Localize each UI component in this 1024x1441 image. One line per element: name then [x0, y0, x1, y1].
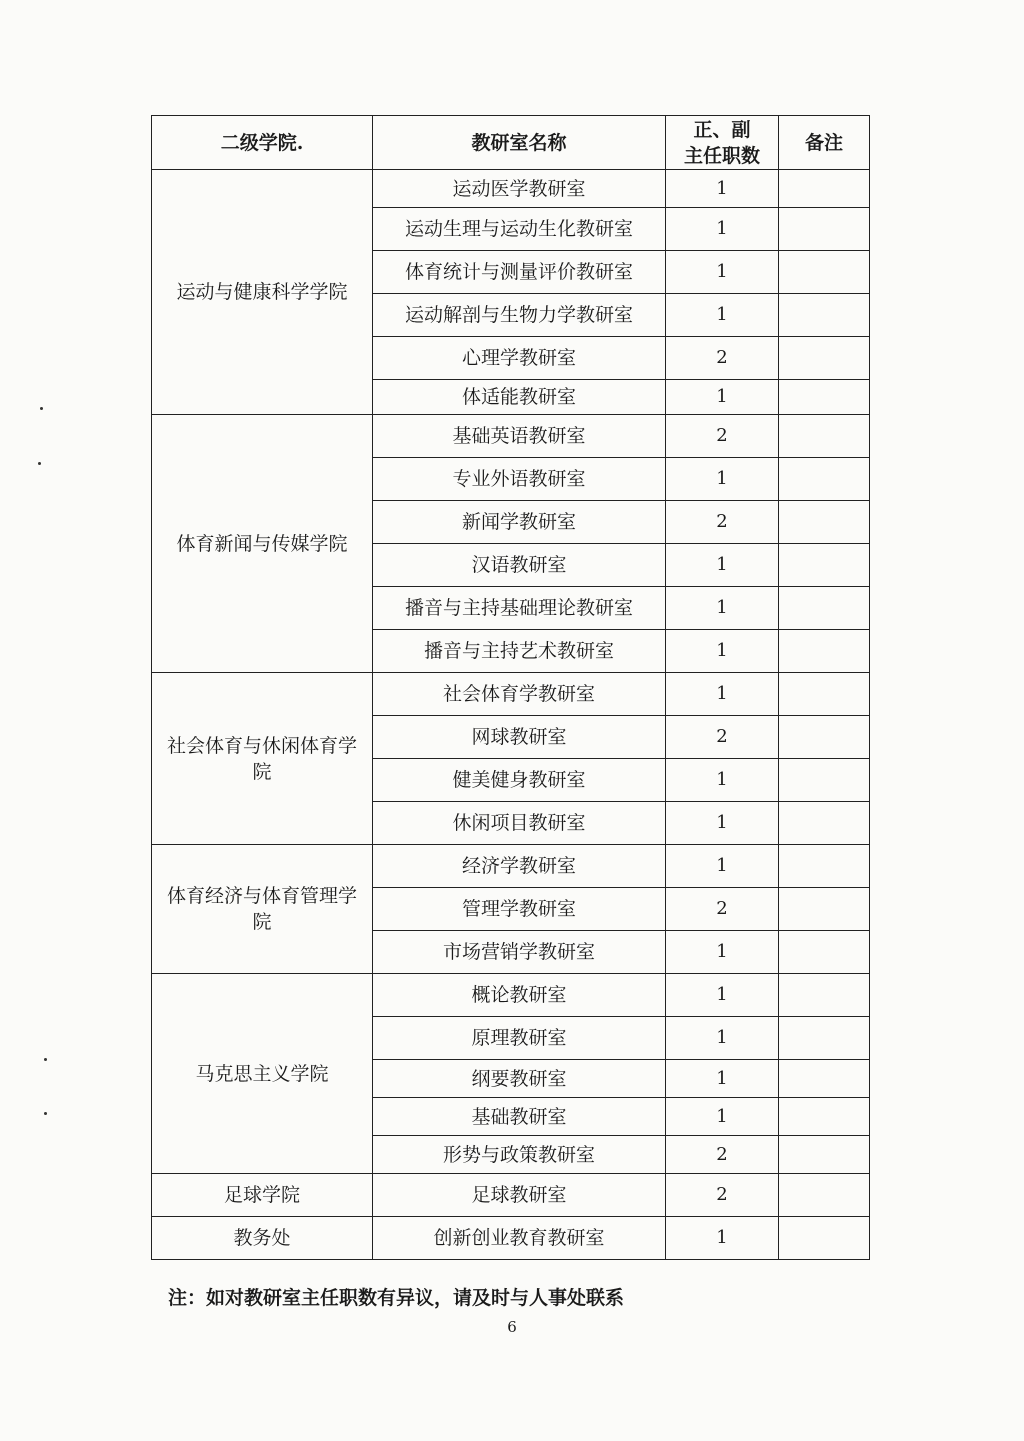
- footnote: 注：如对教研室主任职数有异议，请及时与人事处联系: [168, 1287, 625, 1309]
- director-count-cell: 2: [666, 716, 779, 759]
- director-count-cell: 1: [666, 630, 779, 673]
- director-count-cell: 1: [666, 673, 779, 716]
- table-row: [152, 170, 870, 208]
- director-count-cell: 1: [666, 1060, 779, 1098]
- table-body: [152, 170, 870, 1260]
- director-count-cell: 2: [666, 1136, 779, 1174]
- office-name-cell: 播音与主持基础理论教研室: [373, 587, 666, 630]
- office-name-cell: 播音与主持艺术教研室: [373, 630, 666, 673]
- header-office: 教研室名称: [373, 116, 666, 170]
- remark-cell: [779, 380, 870, 415]
- office-name-cell: 运动医学教研室: [373, 170, 666, 208]
- scan-speck: [38, 462, 41, 465]
- office-name-cell: 汉语教研室: [373, 544, 666, 587]
- header-row: [152, 116, 870, 170]
- director-count-cell: 1: [666, 170, 779, 208]
- office-name-cell: 形势与政策教研室: [373, 1136, 666, 1174]
- office-name-cell: 专业外语教研室: [373, 458, 666, 501]
- office-name-cell: 心理学教研室: [373, 337, 666, 380]
- director-count-cell: 1: [666, 251, 779, 294]
- table-row: [152, 1217, 870, 1260]
- scan-speck: [40, 407, 43, 410]
- header-count-line2: 主任职数: [683, 144, 760, 167]
- office-name-cell: 经济学教研室: [373, 845, 666, 888]
- table-row: [152, 845, 870, 888]
- director-count-cell: 1: [666, 802, 779, 845]
- remark-cell: [779, 1098, 870, 1136]
- remark-cell: [779, 1174, 870, 1217]
- staffing-table: [151, 115, 870, 1260]
- director-count-cell: 1: [666, 845, 779, 888]
- remark-cell: [779, 931, 870, 974]
- remark-cell: [779, 716, 870, 759]
- director-count-cell: 2: [666, 888, 779, 931]
- office-name-cell: 管理学教研室: [373, 888, 666, 931]
- office-name-cell: 市场营销学教研室: [373, 931, 666, 974]
- remark-cell: [779, 501, 870, 544]
- director-count-cell: 1: [666, 974, 779, 1017]
- director-count-cell: 1: [666, 380, 779, 415]
- director-count-cell: 1: [666, 458, 779, 501]
- director-count-cell: 1: [666, 1098, 779, 1136]
- office-name-cell: 体育统计与测量评价教研室: [373, 251, 666, 294]
- office-name-cell: 创新创业教育教研室: [373, 1217, 666, 1260]
- remark-cell: [779, 1060, 870, 1098]
- director-count-cell: 1: [666, 931, 779, 974]
- office-name-cell: 足球教研室: [373, 1174, 666, 1217]
- remark-cell: [779, 337, 870, 380]
- college-cell: 运动与健康科学学院: [152, 170, 373, 415]
- office-name-cell: 健美健身教研室: [373, 759, 666, 802]
- remark-cell: [779, 759, 870, 802]
- remark-cell: [779, 251, 870, 294]
- college-cell: 体育经济与体育管理学院: [152, 845, 373, 974]
- remark-cell: [779, 170, 870, 208]
- director-count-cell: 1: [666, 1017, 779, 1060]
- office-name-cell: 原理教研室: [373, 1017, 666, 1060]
- remark-cell: [779, 208, 870, 251]
- office-name-cell: 基础英语教研室: [373, 415, 666, 458]
- remark-cell: [779, 1017, 870, 1060]
- director-count-cell: 1: [666, 759, 779, 802]
- remark-cell: [779, 630, 870, 673]
- header-count-line1: 正、副: [693, 118, 751, 141]
- scan-speck: [44, 1058, 47, 1061]
- remark-cell: [779, 415, 870, 458]
- office-name-cell: 基础教研室: [373, 1098, 666, 1136]
- office-name-cell: 网球教研室: [373, 716, 666, 759]
- college-cell: 足球学院: [152, 1174, 373, 1217]
- office-name-cell: 概论教研室: [373, 974, 666, 1017]
- director-count-cell: 1: [666, 294, 779, 337]
- scan-speck: [44, 1112, 47, 1115]
- remark-cell: [779, 294, 870, 337]
- table-row: [152, 673, 870, 716]
- office-name-cell: 社会体育学教研室: [373, 673, 666, 716]
- page-number: 6: [507, 1318, 517, 1336]
- header-count: [666, 116, 779, 170]
- director-count-cell: 2: [666, 501, 779, 544]
- director-count-cell: 2: [666, 337, 779, 380]
- remark-cell: [779, 1217, 870, 1260]
- remark-cell: [779, 845, 870, 888]
- office-name-cell: 新闻学教研室: [373, 501, 666, 544]
- director-count-cell: 1: [666, 544, 779, 587]
- table-row: [152, 1174, 870, 1217]
- college-cell: 社会体育与休闲体育学院: [152, 673, 373, 845]
- director-count-cell: 1: [666, 587, 779, 630]
- table-row: [152, 974, 870, 1017]
- director-count-cell: 2: [666, 415, 779, 458]
- remark-cell: [779, 974, 870, 1017]
- college-cell: 体育新闻与传媒学院: [152, 415, 373, 673]
- director-count-cell: 2: [666, 1174, 779, 1217]
- table-row: [152, 415, 870, 458]
- remark-cell: [779, 458, 870, 501]
- remark-cell: [779, 673, 870, 716]
- header-college: 二级学院.: [152, 116, 373, 170]
- remark-cell: [779, 544, 870, 587]
- remark-cell: [779, 587, 870, 630]
- remark-cell: [779, 802, 870, 845]
- remark-cell: [779, 1136, 870, 1174]
- remark-cell: [779, 888, 870, 931]
- header-remark: 备注: [779, 116, 870, 170]
- director-count-cell: 1: [666, 208, 779, 251]
- office-name-cell: 运动生理与运动生化教研室: [373, 208, 666, 251]
- office-name-cell: 体适能教研室: [373, 380, 666, 415]
- college-cell: 马克思主义学院: [152, 974, 373, 1174]
- director-count-cell: 1: [666, 1217, 779, 1260]
- college-cell: 教务处: [152, 1217, 373, 1260]
- office-name-cell: 休闲项目教研室: [373, 802, 666, 845]
- office-name-cell: 运动解剖与生物力学教研室: [373, 294, 666, 337]
- office-name-cell: 纲要教研室: [373, 1060, 666, 1098]
